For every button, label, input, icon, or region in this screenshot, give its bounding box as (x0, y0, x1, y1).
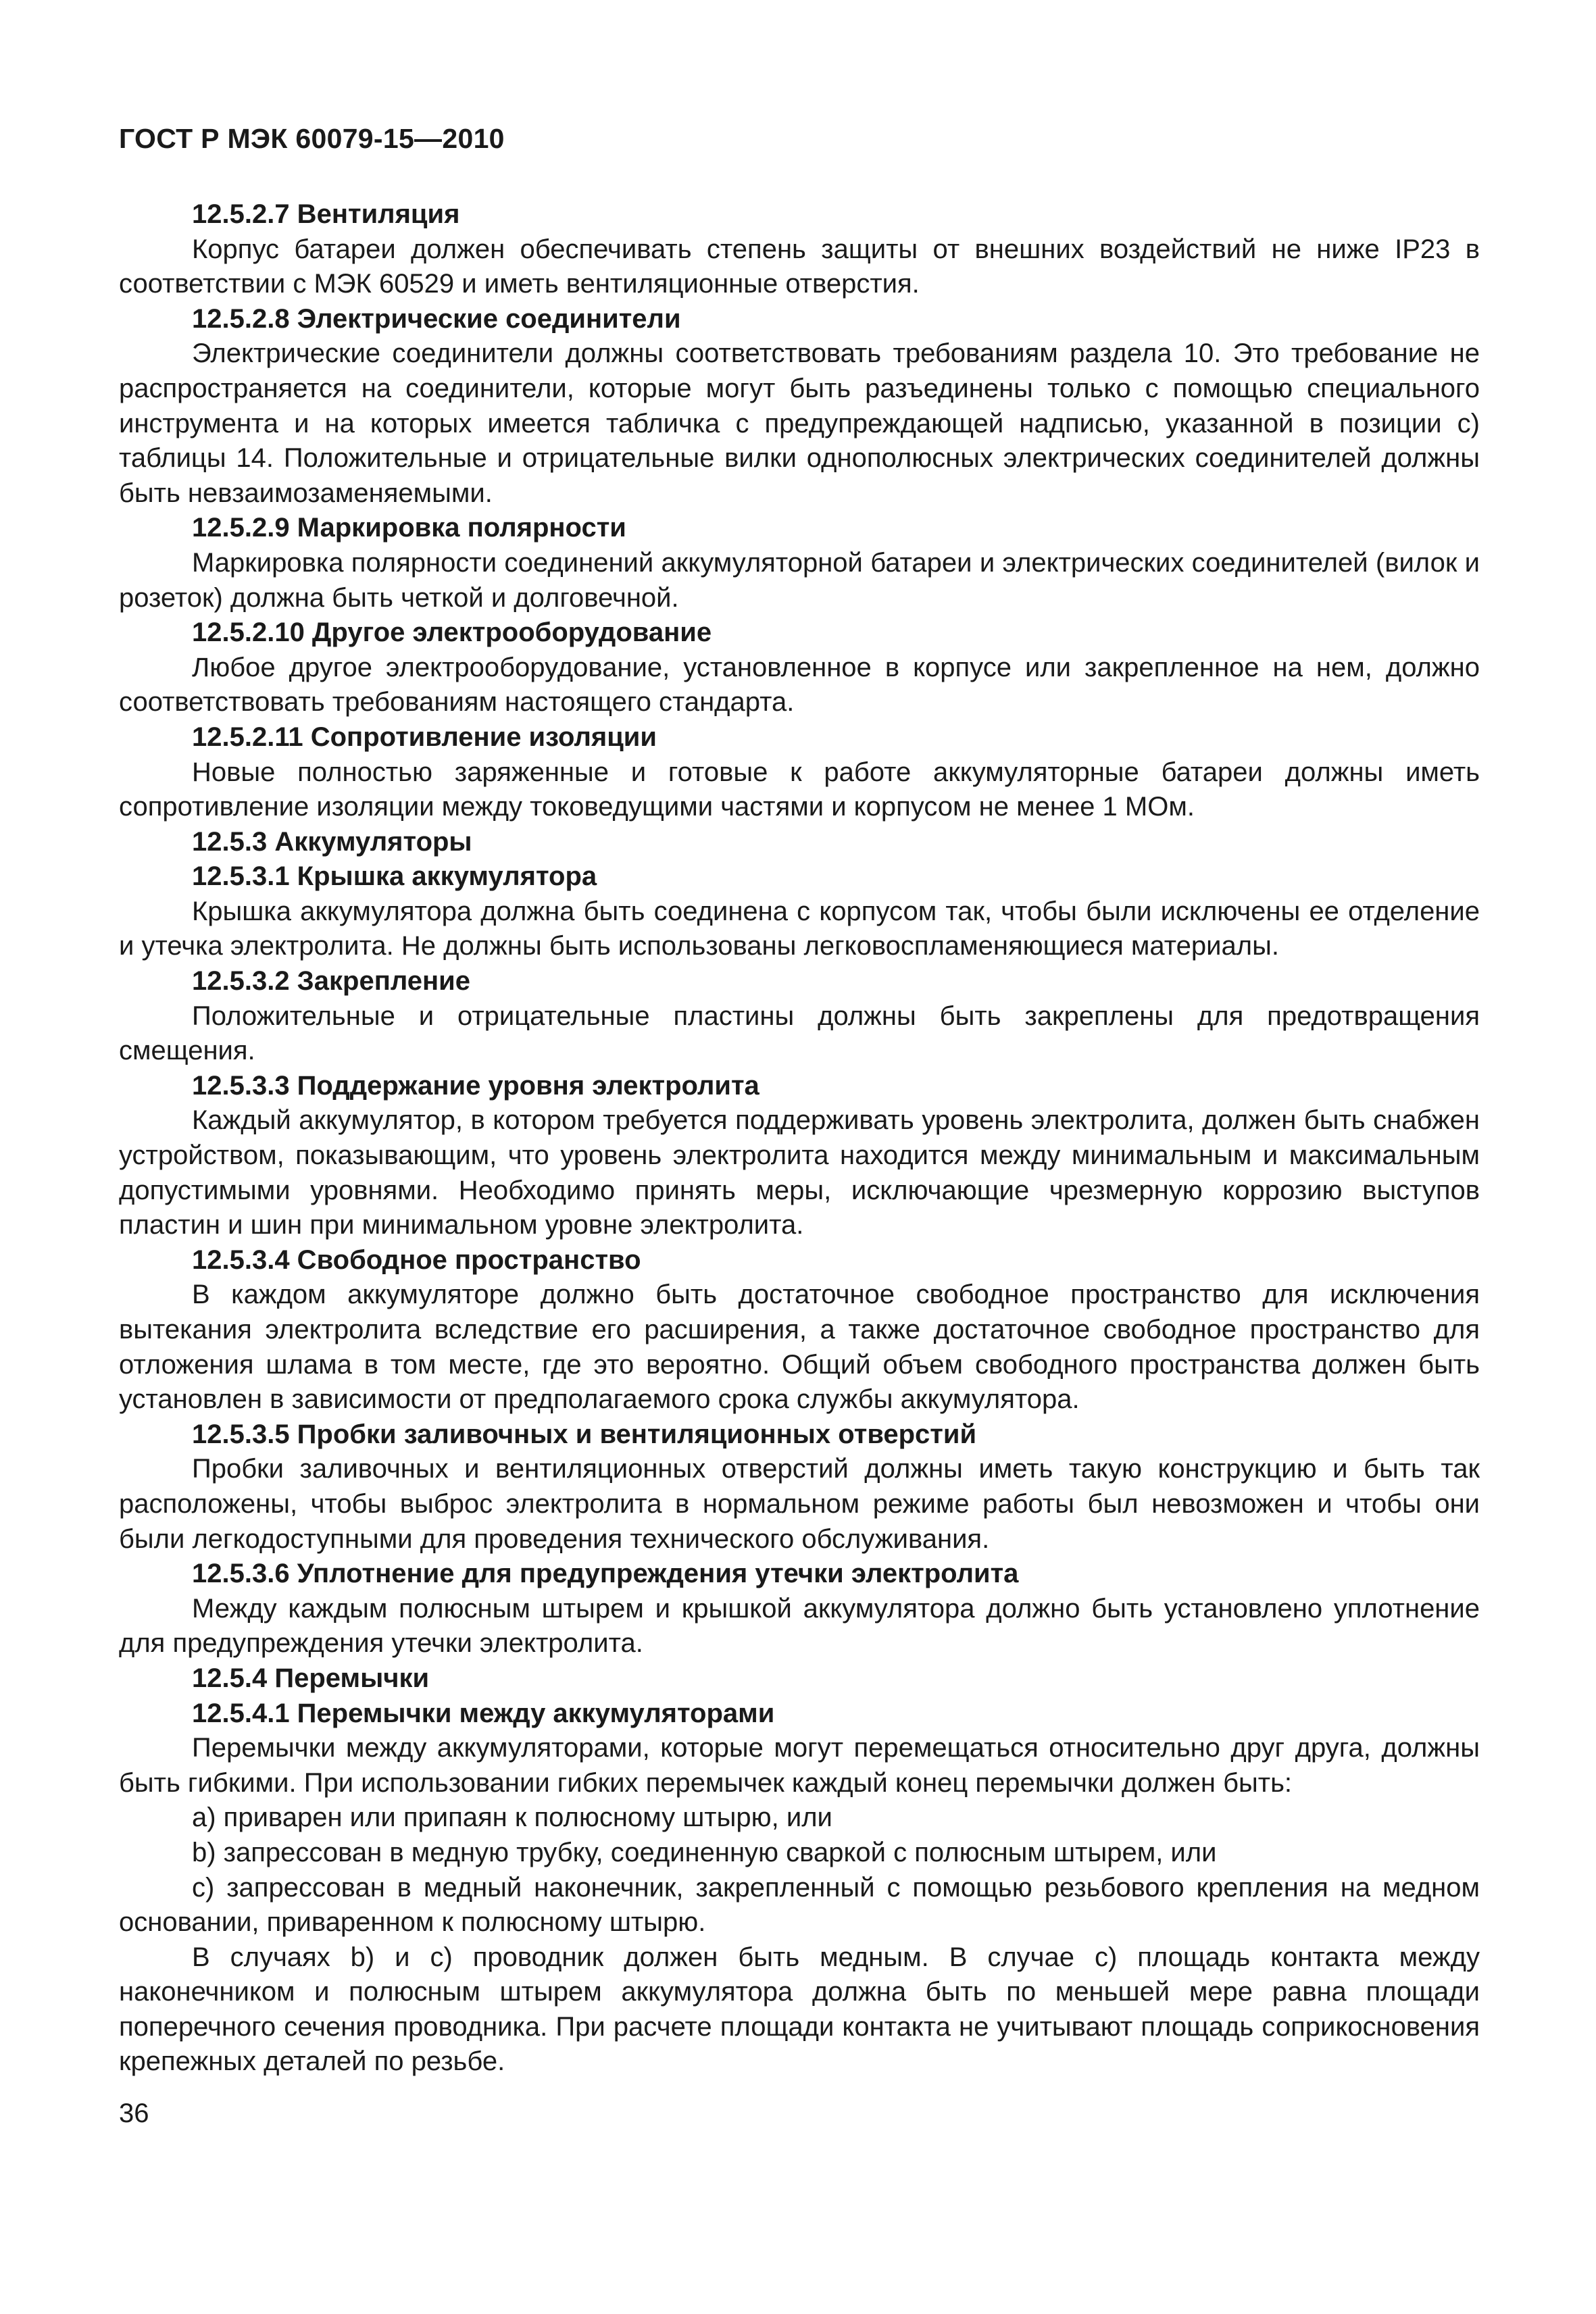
section-heading: 12.5.3.4 Свободное пространство (192, 1244, 641, 1275)
paragraph: Корпус батареи должен обеспечивать степень защиты от внешних воздействий не ниже IP23 в соответствии с МЭК 60529 и иметь вентиляционные отверстия. (119, 234, 1480, 299)
paragraph: c) запрессован в медный наконечник, закрепленный с помощью резьбового крепления на медном основании, приваренном к полюсному штырю. (119, 1872, 1480, 1938)
section-heading: 12.5.3.5 Пробки заливочных и вентиляционных отверстий (192, 1419, 977, 1449)
document-body (119, 197, 1480, 2080)
paragraph: Любое другое электрооборудование, установленное в корпусе или закрепленное на нем, должно соответствовать требованиям настоящего стандарта. (119, 652, 1480, 718)
paragraph: Перемычки между аккумуляторами, которые могут перемещаться относительно друг друга, должны быть гибкими. При использовании гибких перемычек каждый конец перемычки должен быть: (119, 1733, 1480, 1798)
paragraph: Маркировка полярности соединений аккумуляторной батареи и электрических соединителей (вилок и розеток) должна быть четкой и долговечной. (119, 547, 1480, 613)
section-heading: 12.5.4 Перемычки (192, 1663, 430, 1693)
section-heading: 12.5.3.3 Поддержание уровня электролита (192, 1070, 759, 1101)
paragraph: Электрические соединители должны соответствовать требованиям раздела 10. Это требование не распространяется на соединители, которые могут быть разъединены только с помощью специального инструмента и на которых имеется табличка с предупреждающей надписью, указанной в позиции с) таблицы 14. Положительные и отрицательные вилки однополюсных электрических соединителей должны быть невзаимозаменяемыми. (119, 338, 1480, 508)
paragraph: Пробки заливочных и вентиляционных отверстий должны иметь такую конструкцию и быть так расположены, чтобы выброс электролита в нормальном режиме работы был невозможен и чтобы они были легкодоступными для проведения технического обслуживания. (119, 1454, 1480, 1554)
section-heading: 12.5.4.1 Перемычки между аккумуляторами (192, 1698, 775, 1728)
section-heading: 12.5.3.6 Уплотнение для предупреждения утечки электролита (192, 1559, 1019, 1589)
section-heading: 12.5.2.7 Вентиляция (192, 199, 460, 229)
paragraph: Крышка аккумулятора должна быть соединена с корпусом так, чтобы были исключены ее отделение и утечка электролита. Не должны быть использованы легковоспламеняющиеся материалы. (119, 896, 1480, 961)
paragraph: a) приварен или припаян к полюсному штырю, или (192, 1803, 832, 1833)
paragraph: Каждый аккумулятор, в котором требуется поддерживать уровень электролита, должен быть снабжен устройством, показывающим, что уровень электролита находится между минимальным и максимальным допустимыми уровнями. Необходимо принять меры, исключающие чрезмерную коррозию выступов пластин и шин при минимальном уровне электролита. (119, 1105, 1480, 1240)
section-heading: 12.5.2.10 Другое электрооборудование (192, 618, 712, 648)
paragraph: Новые полностью заряженные и готовые к работе аккумуляторные батареи должны иметь сопротивление изоляции между токоведущими частями и корпусом не менее 1 МОм. (119, 757, 1480, 822)
section-heading: 12.5.2.9 Маркировка полярности (192, 513, 626, 543)
paragraph: Положительные и отрицательные пластины должны быть закреплены для предотвращения смещения. (119, 1001, 1480, 1066)
page-number: 36 (119, 2098, 149, 2128)
section-heading: 12.5.3.1 Крышка аккумулятора (192, 861, 597, 892)
paragraph: Между каждым полюсным штырем и крышкой аккумулятора должно быть установлено уплотнение для предупреждения утечки электролита. (119, 1593, 1480, 1659)
paragraph: b) запрессован в медную трубку, соединенную сваркой с полюсным штырем, или (192, 1837, 1217, 1867)
section-heading: 12.5.2.8 Электрические соединители (192, 303, 681, 334)
paragraph: В случаях b) и c) проводник должен быть медным. В случае c) площадь контакта между наконечником и полюсным штырем аккумулятора должна быть по меньшей мере равна площади поперечного сечения проводника. При расчете площади контакта не учитывают площадь соприкосновения крепежных деталей по резьбе. (119, 1942, 1480, 2077)
section-heading: 12.5.3 Аккумуляторы (192, 826, 472, 857)
section-heading: 12.5.2.11 Сопротивление изоляции (192, 722, 657, 752)
document-header: ГОСТ Р МЭК 60079-15—2010 (119, 123, 505, 154)
section-heading: 12.5.3.2 Закрепление (192, 966, 470, 997)
paragraph: В каждом аккумуляторе должно быть достаточное свободное пространство для исключения вытекания электролита вследствие его расширения, а также достаточное свободное пространство для отложения шлама в том месте, где это вероятно. Общий объем свободного пространства должен быть установлен в зависимости от предполагаемого срока службы аккумулятора. (119, 1280, 1480, 1415)
